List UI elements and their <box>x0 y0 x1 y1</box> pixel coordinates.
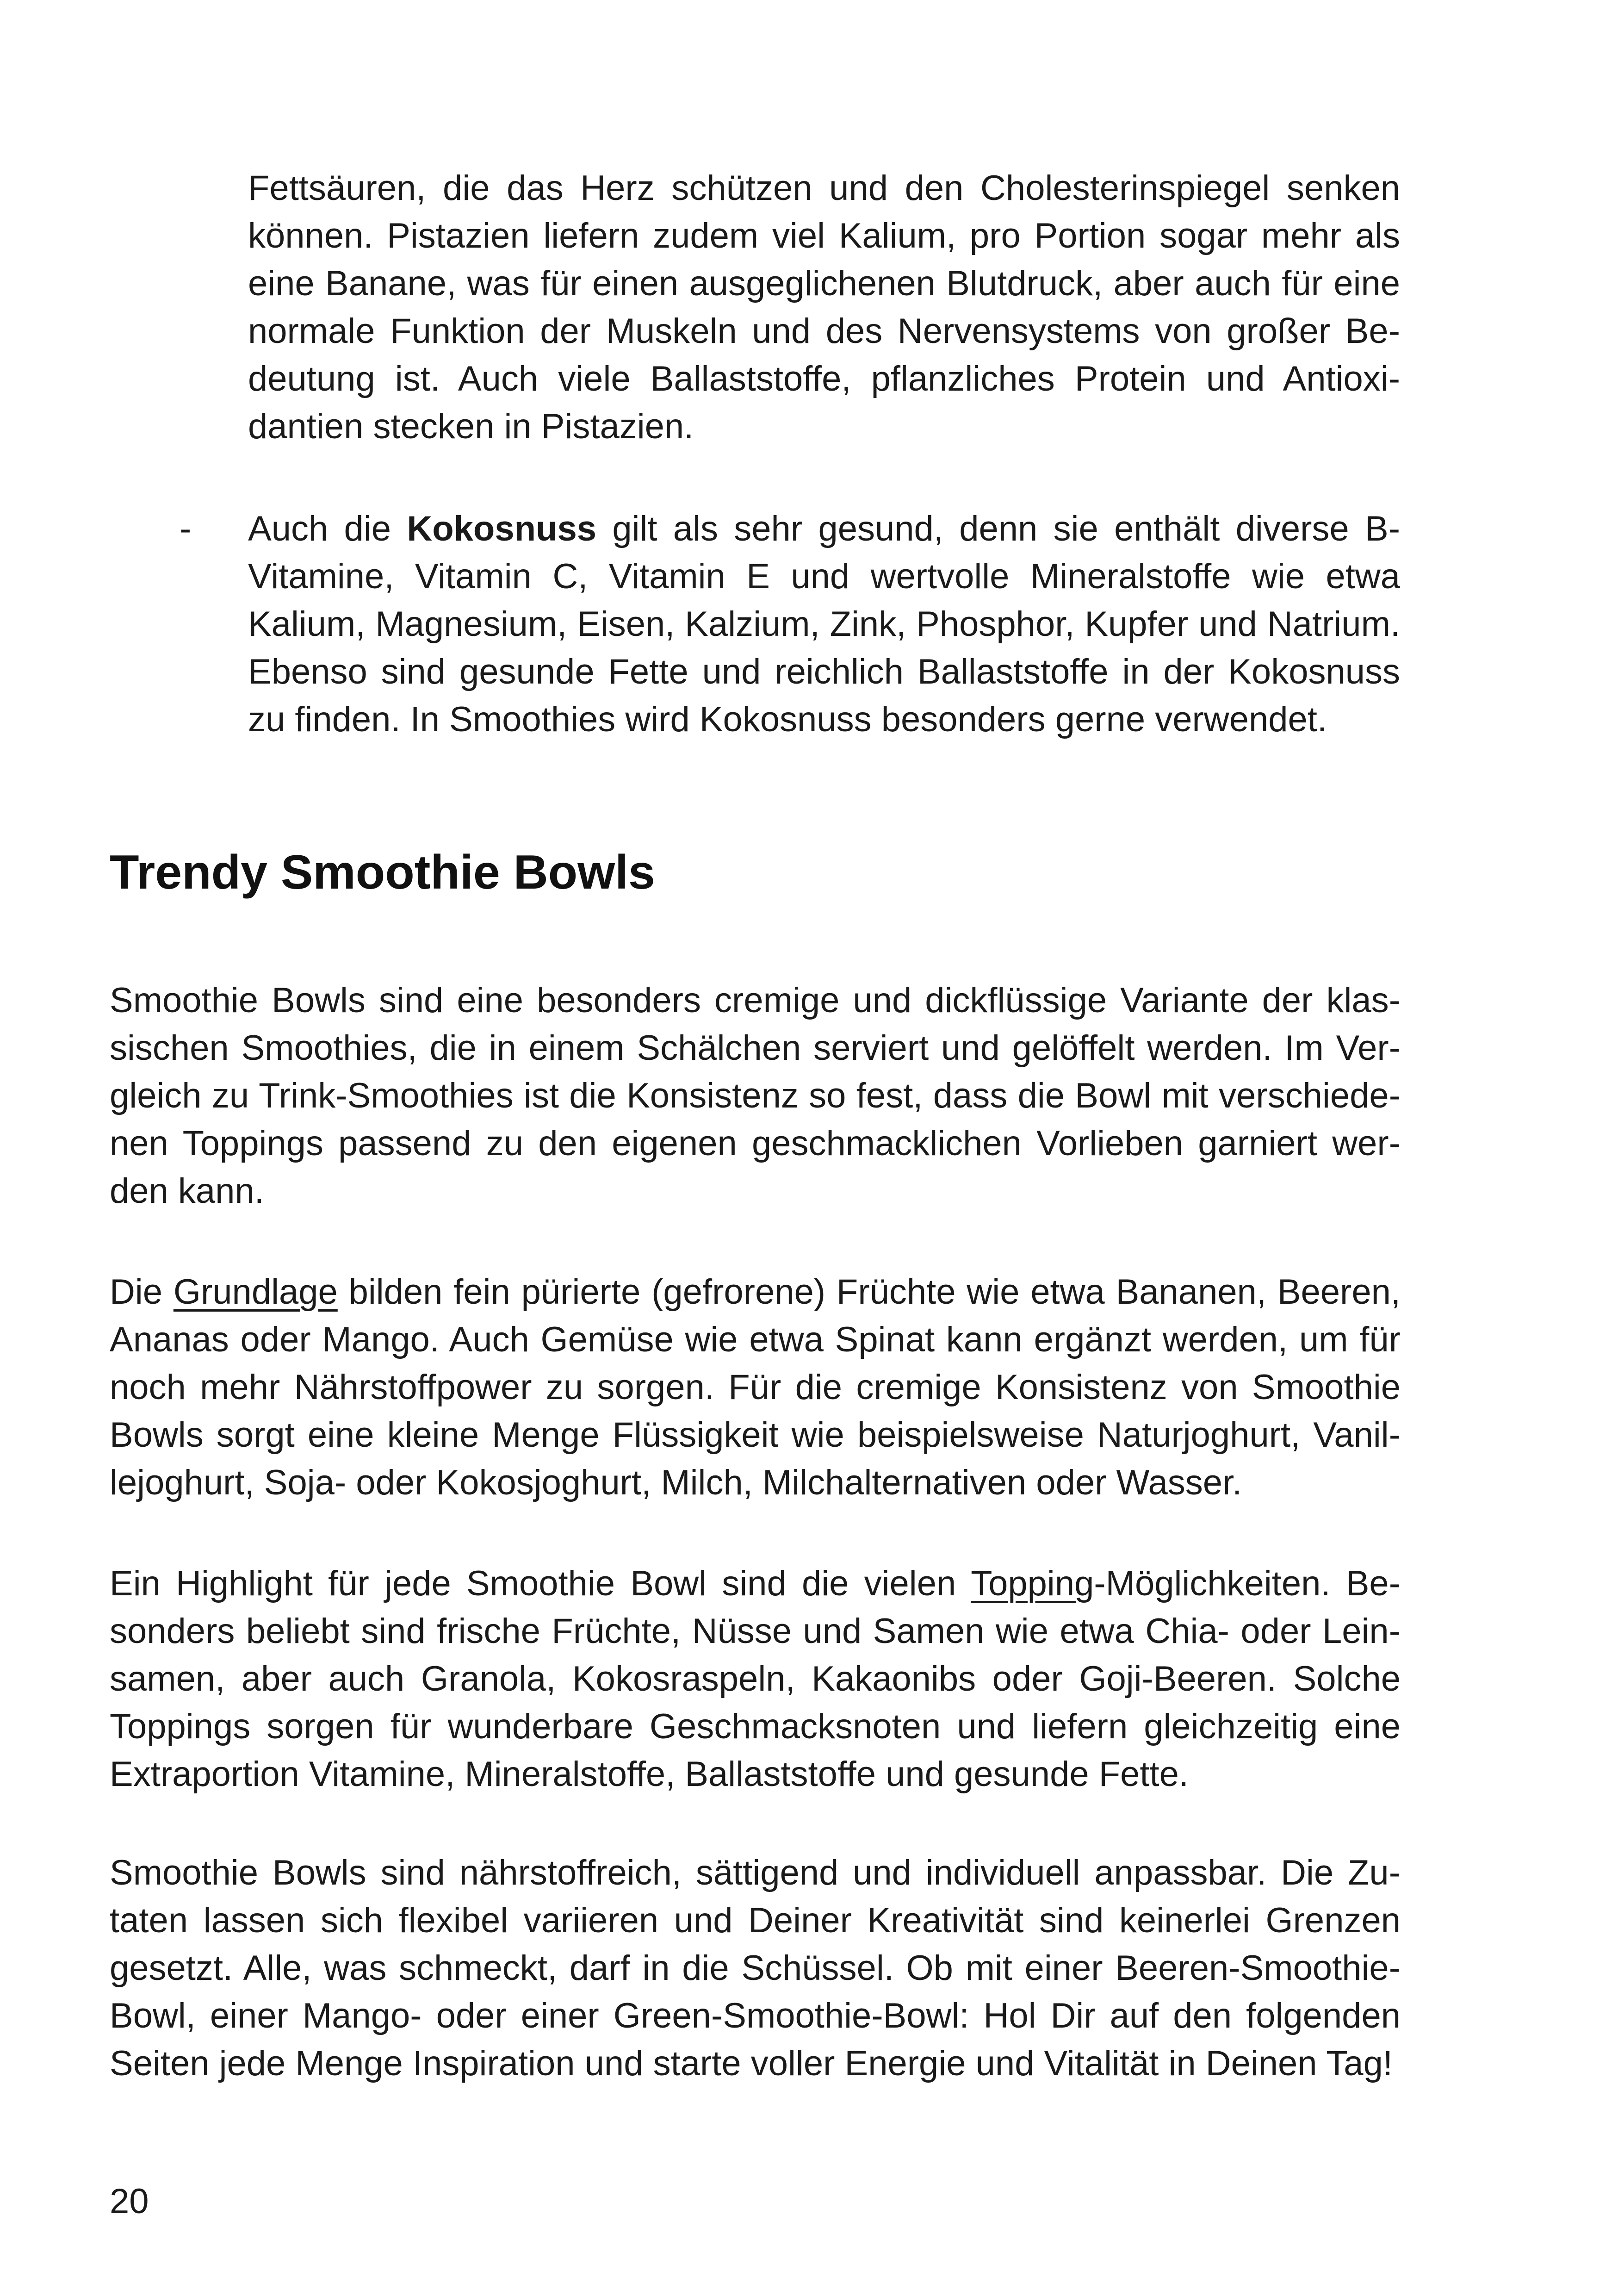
continuation-paragraph: Fettsäuren, die das Herz schützen und den Cholesterinspiegel senken können. Pistazien liefern zudem viel Kalium, pro Portion sogar mehr als eine Banane, was für einen ausgeglichenen Blutdruck, aber auch für eine normale Funktion der Muskeln und des Nervensystems von großer Bedeutung ist. Auch viele Ballaststoffe, pflanzliches Protein und Antioxidantien stecken in Pistazien. <box>248 168 1400 446</box>
paragraph-toppings-before: Ein Highlight für jede Smoothie Bowl sind die vielen <box>110 1564 971 1603</box>
underlined-grundlage: Grundlage <box>173 1272 338 1312</box>
bullet-rest: gilt als sehr gesund, denn sie enthält diverse B-Vitamine, Vitamin C, Vitamin E und wertvolle Mineralstoffe wie etwa Kalium, Magnesium, Eisen, Kalzium, Zink, Phosphor, Kupfer und Natrium. Ebenso sind gesunde Fette und reichlich Ballaststoffe in der Kokosnuss zu finden. In Smoothies wird Kokosnuss besonders gerne verwendet. <box>248 509 1400 739</box>
paragraph-intro: Smoothie Bowls sind eine besonders cremige und dickflüssige Variante der klassischen Smoothies, die in einem Schälchen serviert und gelöffelt werden. Im Vergleich zu Trink-Smoothies ist die Konsistenz so fest, dass die Bowl mit verschiedenen Toppings passend zu den eigenen geschmacklichen Vorlieben garniert werden kann. <box>110 981 1401 1211</box>
underlined-topping: Topping <box>971 1564 1094 1603</box>
bullet-lead: Auch die <box>248 509 407 548</box>
page-number: 20 <box>110 2182 149 2221</box>
paragraph-toppings-after: -Möglichkeiten. Besonders beliebt sind frische Früchte, Nüsse und Samen wie etwa Chia- oder Leinsamen, aber auch Granola, Kokosraspeln, Kakaonibs oder Goji-Beeren. Solche Toppings sorgen für wunderbare Geschmacksnoten und liefern gleichzeitig eine Extraportion Vitamine, Mineralstoffe, Ballaststoffe und gesunde Fette. <box>110 1564 1401 1794</box>
paragraph-grundlage-after: bilden fein pürierte (gefrorene) Früchte wie etwa Bananen, Beeren, Ananas oder Mango. Auch Gemüse wie etwa Spinat kann ergänzt werden, um für noch mehr Nährstoffpower zu sorgen. Für die cremige Konsistenz von Smoothie Bowls sorgt eine kleine Menge Flüssigkeit wie beispielsweise Naturjoghurt, Vanillejoghurt, Soja- oder Kokosjoghurt, Milch, Milchalternativen oder Wasser. <box>110 1272 1401 1502</box>
paragraph-toppings <box>110 1560 1401 1798</box>
paragraph-grundlage-before: Die <box>110 1272 174 1312</box>
section-heading: Trendy Smoothie Bowls <box>110 846 655 899</box>
paragraph-conclusion: Smoothie Bowls sind nährstoffreich, sättigend und individuell anpassbar. Die Zutaten lassen sich flexibel variieren und Deiner Kreativität sind keinerlei Grenzen gesetzt. Alle, was schmeckt, darf in die Schüssel. Ob mit einer Beeren-Smoothie-Bowl, einer Mango- oder einer Green-Smoothie-Bowl: Hol Dir auf den folgenden Seiten jede Menge Inspiration und starte voller Energie und Vitalität in Deinen Tag! <box>110 1853 1401 2083</box>
bullet-marker: - <box>180 509 192 548</box>
bullet-kokosnuss <box>248 505 1400 743</box>
paragraph-grundlage <box>110 1268 1401 1506</box>
bullet-term-kokosnuss: Kokosnuss <box>407 509 596 548</box>
